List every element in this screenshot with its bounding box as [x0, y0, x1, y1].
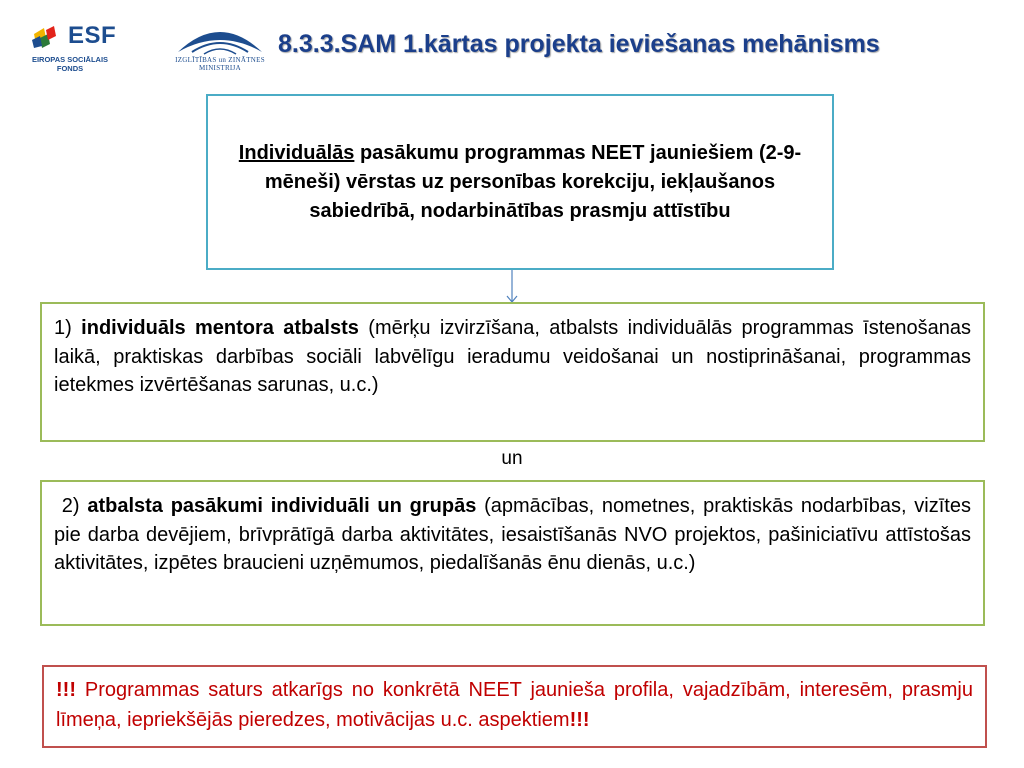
support-activities-text: (apmācības, nometnes, praktiskās nodarbības, vizītes pie darba devējiem, brīvprātīgā darba aktivitātes, iesaistīšanās NVO projektos, pašiniciatīvu attīstošas aktivitātes, izpētes braucieni uzņēmumos, piedalīšanās ēnu dienās, u.c.): [54, 495, 971, 574]
support-activities-number: 2): [54, 495, 88, 517]
individual-programs-rest: pasākumu programmas NEET jauniešiem (2-9- mēneši) vērstas uz personības korekciju, iekļaušanos sabiedrībā, nodarbinātības prasmju attīstību: [264, 141, 802, 222]
mentor-support-heading: individuāls mentora atbalsts: [81, 317, 359, 339]
ministry-logo-subtitle: IZGLĪTĪBAS un ZINĀTNES MINISTRIJA: [175, 56, 265, 72]
note-text: Programmas saturs atkarīgs no konkrētā NEET jaunieša profila, vajadzībām, interesēm, prasmju līmeņa, iepriekšējās pieredzes, motivācijas u.c. aspektiem: [56, 679, 973, 731]
individual-programs-text: [226, 139, 814, 226]
mentor-support-box: [40, 302, 985, 442]
down-arrow-icon: [505, 270, 519, 304]
connector-text: un: [501, 448, 523, 469]
support-activities-box: [40, 480, 985, 626]
esf-logo-text: ESF: [68, 22, 117, 49]
ministry-logo: [170, 18, 270, 78]
individual-programs-box: [206, 94, 834, 270]
program-content-note: [42, 665, 987, 748]
page-title: 8.3.3.SAM 1.kārtas projekta ieviešanas mehānisms: [278, 30, 880, 58]
ministry-emblem-icon: [170, 18, 270, 56]
esf-flag-icon: [32, 26, 62, 48]
note-suffix: !!!: [569, 709, 590, 731]
note-prefix: !!!: [56, 679, 76, 701]
support-activities-heading: atbalsta pasākumi individuāli un grupās: [87, 495, 477, 517]
esf-logo: [28, 20, 128, 80]
esf-logo-subtitle: EIROPAS SOCIĀLAIS FONDS: [31, 55, 109, 73]
mentor-support-number: 1): [54, 317, 82, 339]
individual-programs-underlined: Individuālās: [238, 141, 355, 164]
mentor-support-text: (mērķu izvirzīšana, atbalsts individuālās programmas īstenošanas laikā, praktiskas darbības sociāli labvēlīgu ieradumu veidošanai un nostiprināšanai, programmas ietekmes izvērtēšanas sarunas, u.c.): [54, 317, 972, 396]
